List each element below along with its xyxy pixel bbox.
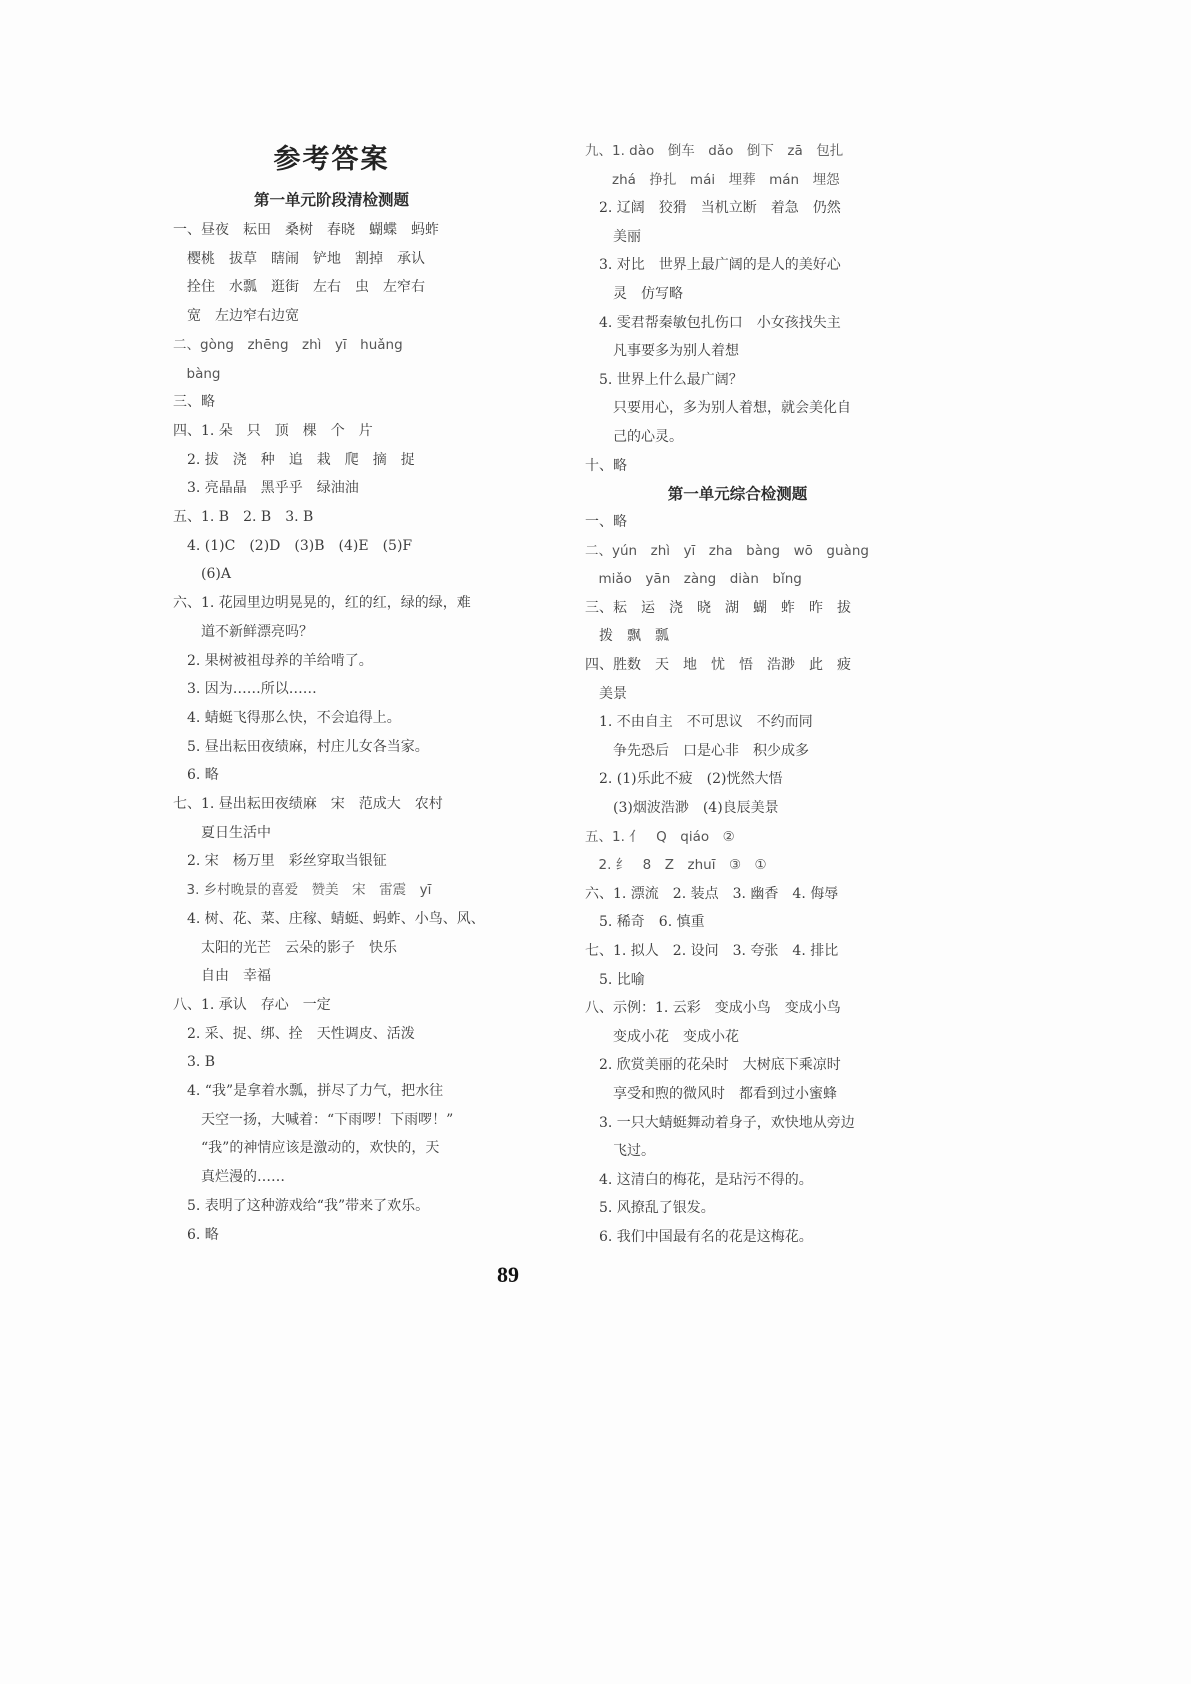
answer-line: 樱桃 拔草 瞎闹 铲地 割掉 承认: [173, 250, 425, 267]
answer-line: 4. 这清白的梅花，是玷污不得的。: [585, 1171, 813, 1188]
answer-line: 3. 对比 世界上最广阔的是人的美好心: [585, 257, 841, 274]
answer-line: 3. 一只大蜻蜓舞动着身子，欢快地从旁边: [585, 1114, 855, 1131]
answer-line: 八、1. 承认 存心 一定: [173, 996, 331, 1013]
answer-line: 争先恐后 口是心非 积少成多: [585, 742, 809, 759]
answer-line: 三、耘 运 浇 晓 湖 蝴 蚱 昨 拔: [585, 599, 851, 616]
answer-line: 2. 欣赏美丽的花朵时 大树底下乘凉时: [585, 1057, 841, 1074]
answer-line: 5. 比喻: [585, 971, 645, 988]
answer-line: 1. 不由自主 不可思议 不约而同: [585, 714, 813, 731]
answer-line: 2. 纟 8 Z zhuī ③ ①: [585, 857, 767, 874]
answer-line: 美景: [585, 685, 627, 702]
section-heading-unit1-stage-test: 第一单元阶段清检测题: [253, 191, 409, 209]
answer-line: 飞过。: [585, 1143, 655, 1160]
answer-line: 己的心灵。: [585, 429, 683, 445]
answer-line: 美丽: [585, 228, 641, 245]
page-number: 89: [497, 1262, 519, 1287]
answer-line: 灵 仿写略: [585, 286, 683, 302]
answer-line: 5. 稀奇 6. 慎重: [585, 914, 705, 931]
answer-line: (6)A: [173, 566, 231, 583]
answer-line: 5. 昼出耘田夜绩麻，村庄儿女各当家。: [173, 738, 429, 755]
answer-line: 2. 拔 浇 种 追 栽 爬 摘 捉: [173, 451, 415, 468]
answer-line: 6. 略: [173, 767, 219, 784]
answer-line: 2. (1)乐此不疲 (2)恍然大悟: [585, 771, 783, 788]
answer-line: miǎo yān zàng diàn bǐng: [585, 571, 802, 588]
answer-line: 太阳的光芒 云朵的影子 快乐: [173, 939, 397, 956]
section-heading-unit1-comprehensive-test: 第一单元综合检测题: [667, 485, 808, 503]
answer-line: 6. 我们中国最有名的花是这梅花。: [585, 1229, 813, 1245]
answer-line: 八、示例：1. 云彩 变成小鸟 变成小鸟: [585, 1000, 841, 1017]
answer-line: 5. 世界上什么最广阔？: [585, 371, 743, 388]
answer-line: 2. 辽阔 狡猾 当机立断 着急 仍然: [585, 200, 841, 217]
answer-line: 3. B: [173, 1054, 216, 1071]
answer-line: 六、1. 漂流 2. 装点 3. 幽香 4. 侮辱: [585, 885, 839, 902]
answer-line: zhá 挣扎 mái 埋葬 mán 埋怨: [585, 171, 840, 188]
answer-line: 六、1. 花园里边明晃晃的，红的红，绿的绿，难: [173, 595, 471, 612]
answer-line: 4. 蜻蜓飞得那么快，不会追得上。: [173, 709, 401, 726]
answer-line: 四、胜数 天 地 忧 悟 浩渺 此 疲: [585, 657, 851, 673]
answer-line: 夏日生活中: [173, 824, 271, 841]
answer-line: 拴住 水瓢 逛街 左右 虫 左窄右: [173, 279, 425, 296]
answer-line: 4. “我”是拿着水瓢，拼尽了力气，把水往: [173, 1083, 444, 1099]
page-title: 参考答案: [273, 144, 390, 175]
answer-line: 五、1. 亻 Q qiáo ②: [585, 828, 735, 845]
answer-line: 二、gòng zhēng zhì yī huǎng: [173, 336, 403, 353]
answer-line: 4. (1)C (2)D (3)B (4)E (5)F: [173, 537, 413, 554]
answer-line: 二、yún zhì yī zha bàng wō guàng: [585, 542, 869, 559]
answer-line: 三、略: [173, 394, 215, 411]
answer-line: “我”的神情应该是激动的，欢快的，天: [173, 1140, 440, 1157]
answer-line: 只要用心，多为别人着想，就会美化自: [585, 400, 851, 417]
answer-line: 5. 表明了这种游戏给“我”带来了欢乐。: [173, 1197, 430, 1214]
answer-line: bàng: [173, 365, 221, 382]
answer-line: 5. 风撩乱了银发。: [585, 1200, 715, 1217]
answer-line: 2. 宋 杨万里 彩丝穿取当银钲: [173, 853, 387, 870]
answer-line: 2. 采、捉、绑、拴 天性调皮、活泼: [173, 1025, 415, 1042]
answer-line: 3. 乡村晚景的喜爱 赞美 宋 雷震 yī: [173, 882, 432, 899]
answer-line: 七、1. 昼出耘田夜绩麻 宋 范成大 农村: [173, 796, 443, 812]
answer-line: 四、1. 朵 只 顶 棵 个 片: [173, 422, 373, 439]
answer-line: 道不新鲜漂亮吗？: [173, 623, 313, 640]
answer-line: 凡事要多为别人着想: [585, 343, 739, 360]
answer-line: 一、昼夜 耘田 桑树 春晓 蝴蝶 蚂蚱: [173, 222, 439, 238]
answer-line: 真烂漫的……: [173, 1169, 285, 1186]
answer-line: 4. 雯君帮秦敏包扎伤口 小女孩找失主: [585, 314, 841, 331]
answer-line: 九、1. dào 倒车 dǎo 倒下 zā 包扎: [585, 143, 844, 159]
answer-line: 五、1. B 2. B 3. B: [173, 509, 314, 525]
answer-line: 一、略: [585, 514, 627, 530]
answer-line: 6. 略: [173, 1226, 219, 1243]
answer-line: 拨 飘 瓢: [585, 628, 669, 645]
answer-line: 自由 幸福: [173, 968, 271, 985]
answer-line: 宽 左边窄右边宽: [173, 308, 299, 325]
answer-line: (3)烟波浩渺 (4)良辰美景: [585, 800, 779, 816]
answer-line: 变成小花 变成小花: [585, 1028, 739, 1045]
answer-line: 2. 果树被祖母养的羊给啃了。: [173, 652, 373, 669]
answer-line: 十、略: [585, 457, 627, 474]
answer-line: 天空一扬，大喊着：“下雨啰！下雨啰！”: [173, 1111, 454, 1128]
answer-line: 3. 亮晶晶 黑乎乎 绿油油: [173, 480, 359, 497]
answer-line: 3. 因为……所以……: [173, 681, 317, 698]
answer-line: 七、1. 拟人 2. 设问 3. 夸张 4. 排比: [585, 943, 839, 959]
answer-line: 4. 树、花、菜、庄稼、蜻蜓、蚂蚱、小鸟、风、: [173, 910, 485, 927]
answer-line: 享受和煦的微风时 都看到过小蜜蜂: [585, 1086, 837, 1102]
